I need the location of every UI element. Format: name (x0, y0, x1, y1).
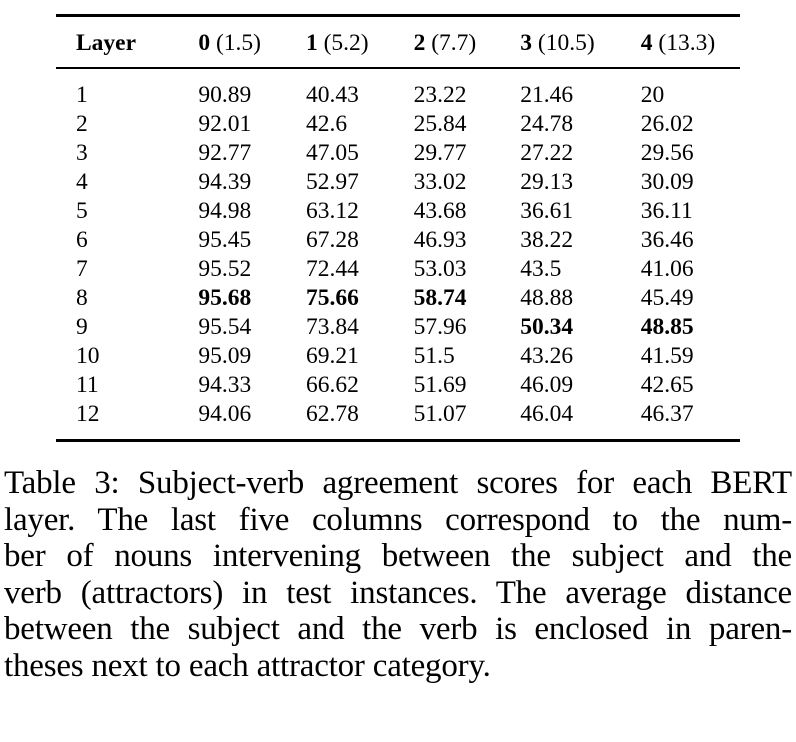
cell-score-attractors-1: 69.21 (305, 343, 359, 369)
table-row (56, 255, 740, 284)
cell-score-attractors-0: 94.06 (198, 401, 252, 427)
cell-score-attractors-0: 92.77 (198, 140, 252, 166)
cell-score-attractors-4: 41.06 (640, 256, 694, 282)
cell-score-attractors-4: 29.56 (640, 140, 694, 166)
caption-line: ber of nouns intervening between the subject and the (4, 538, 792, 574)
cell-score-attractors-3: 27.22 (520, 140, 574, 166)
cell-score-attractors-1: 75.66 (305, 285, 359, 311)
table-row (56, 168, 740, 197)
header-attractors-2: 2 (7.7) (413, 29, 477, 56)
cell-score-attractors-3: 36.61 (520, 198, 574, 224)
cell-score-attractors-1: 73.84 (305, 314, 359, 340)
cell-layer: 8 (76, 285, 88, 311)
cell-score-attractors-3: 29.13 (520, 169, 574, 195)
header-attractors-3: 3 (10.5) (520, 29, 595, 56)
cell-score-attractors-0: 95.68 (198, 285, 252, 311)
cell-score-attractors-2: 25.84 (413, 111, 467, 137)
cell-score-attractors-0: 94.39 (198, 169, 252, 195)
cell-score-attractors-2: 33.02 (413, 169, 467, 195)
cell-layer: 4 (76, 169, 88, 195)
caption-line: Table 3: Subject-verb agreement scores for each BERT (4, 465, 792, 501)
cell-score-attractors-2: 58.74 (413, 285, 467, 311)
table-row (56, 371, 740, 400)
table-row (56, 197, 740, 226)
cell-score-attractors-3: 21.46 (520, 82, 574, 108)
cell-score-attractors-4: 26.02 (640, 111, 694, 137)
cell-score-attractors-3: 38.22 (520, 227, 574, 253)
cell-score-attractors-3: 48.88 (520, 285, 574, 311)
cell-layer: 6 (76, 227, 88, 253)
table-row (56, 284, 740, 313)
table-body (56, 68, 740, 441)
cell-score-attractors-4: 42.65 (640, 372, 694, 398)
cell-score-attractors-3: 43.26 (520, 343, 574, 369)
cell-score-attractors-3: 43.5 (520, 256, 562, 282)
cell-layer: 1 (76, 82, 88, 108)
cell-score-attractors-2: 51.07 (413, 401, 467, 427)
table-row (56, 400, 740, 441)
cell-score-attractors-0: 92.01 (198, 111, 252, 137)
cell-score-attractors-4: 36.46 (640, 227, 694, 253)
cell-layer: 12 (76, 401, 100, 427)
cell-score-attractors-3: 50.34 (520, 314, 574, 340)
cell-score-attractors-2: 43.68 (413, 198, 467, 224)
caption-line: theses next to each attractor category. (4, 647, 491, 684)
cell-score-attractors-2: 57.96 (413, 314, 467, 340)
cell-score-attractors-2: 46.93 (413, 227, 467, 253)
header-attractors-0: 0 (1.5) (198, 29, 261, 56)
caption-line: layer. The last five columns correspond to the num- (4, 501, 792, 538)
cell-score-attractors-1: 72.44 (305, 256, 359, 282)
cell-score-attractors-2: 51.69 (413, 372, 467, 398)
cell-score-attractors-1: 40.43 (305, 82, 359, 108)
cell-score-attractors-4: 48.85 (640, 314, 694, 340)
cell-score-attractors-2: 53.03 (413, 256, 467, 282)
cell-score-attractors-1: 66.62 (305, 372, 359, 398)
cell-score-attractors-0: 95.52 (198, 256, 252, 282)
cell-score-attractors-2: 23.22 (413, 82, 467, 108)
header-layer: Layer (76, 29, 137, 56)
table-row (56, 110, 740, 139)
cell-layer: 10 (76, 343, 100, 369)
cell-score-attractors-1: 47.05 (305, 140, 359, 166)
table-row (56, 226, 740, 255)
cell-layer: 11 (76, 372, 99, 398)
caption-line: verb (attractors) in test instances. The average distance (4, 574, 792, 611)
cell-score-attractors-0: 95.09 (198, 343, 252, 369)
cell-layer: 7 (76, 256, 88, 282)
cell-score-attractors-0: 95.54 (198, 314, 252, 340)
cell-score-attractors-4: 36.11 (640, 198, 693, 224)
table-row (56, 139, 740, 168)
header-attractors-1: 1 (5.2) (305, 29, 369, 56)
cell-layer: 9 (76, 314, 88, 340)
cell-score-attractors-1: 62.78 (305, 401, 359, 427)
cell-layer: 2 (76, 111, 88, 137)
cell-score-attractors-4: 20 (640, 82, 665, 108)
cell-score-attractors-1: 67.28 (305, 227, 359, 253)
cell-score-attractors-3: 46.04 (520, 401, 574, 427)
cell-score-attractors-0: 94.98 (198, 198, 252, 224)
cell-score-attractors-4: 46.37 (640, 401, 694, 427)
cell-score-attractors-0: 90.89 (198, 82, 252, 108)
results-table-container (56, 14, 740, 442)
cell-score-attractors-3: 46.09 (520, 372, 574, 398)
cell-score-attractors-2: 29.77 (413, 140, 467, 166)
subject-verb-agreement-table (56, 14, 740, 442)
cell-score-attractors-4: 41.59 (640, 343, 694, 369)
cell-score-attractors-0: 95.45 (198, 227, 252, 253)
caption-line: between the subject and the verb is enclosed in paren- (4, 611, 792, 647)
table-row (56, 313, 740, 342)
header-attractors-4: 4 (13.3) (640, 29, 716, 56)
cell-score-attractors-1: 63.12 (305, 198, 359, 224)
table-row (56, 68, 740, 110)
table-caption (4, 465, 792, 684)
table-header-row (56, 16, 740, 69)
cell-score-attractors-1: 52.97 (305, 169, 359, 195)
cell-layer: 3 (76, 140, 88, 166)
cell-layer: 5 (76, 198, 88, 224)
cell-score-attractors-3: 24.78 (520, 111, 574, 137)
table-row (56, 342, 740, 371)
cell-score-attractors-1: 42.6 (305, 111, 348, 137)
cell-score-attractors-2: 51.5 (413, 343, 455, 369)
cell-score-attractors-0: 94.33 (198, 372, 252, 398)
cell-score-attractors-4: 30.09 (640, 169, 694, 195)
cell-score-attractors-4: 45.49 (640, 285, 694, 311)
